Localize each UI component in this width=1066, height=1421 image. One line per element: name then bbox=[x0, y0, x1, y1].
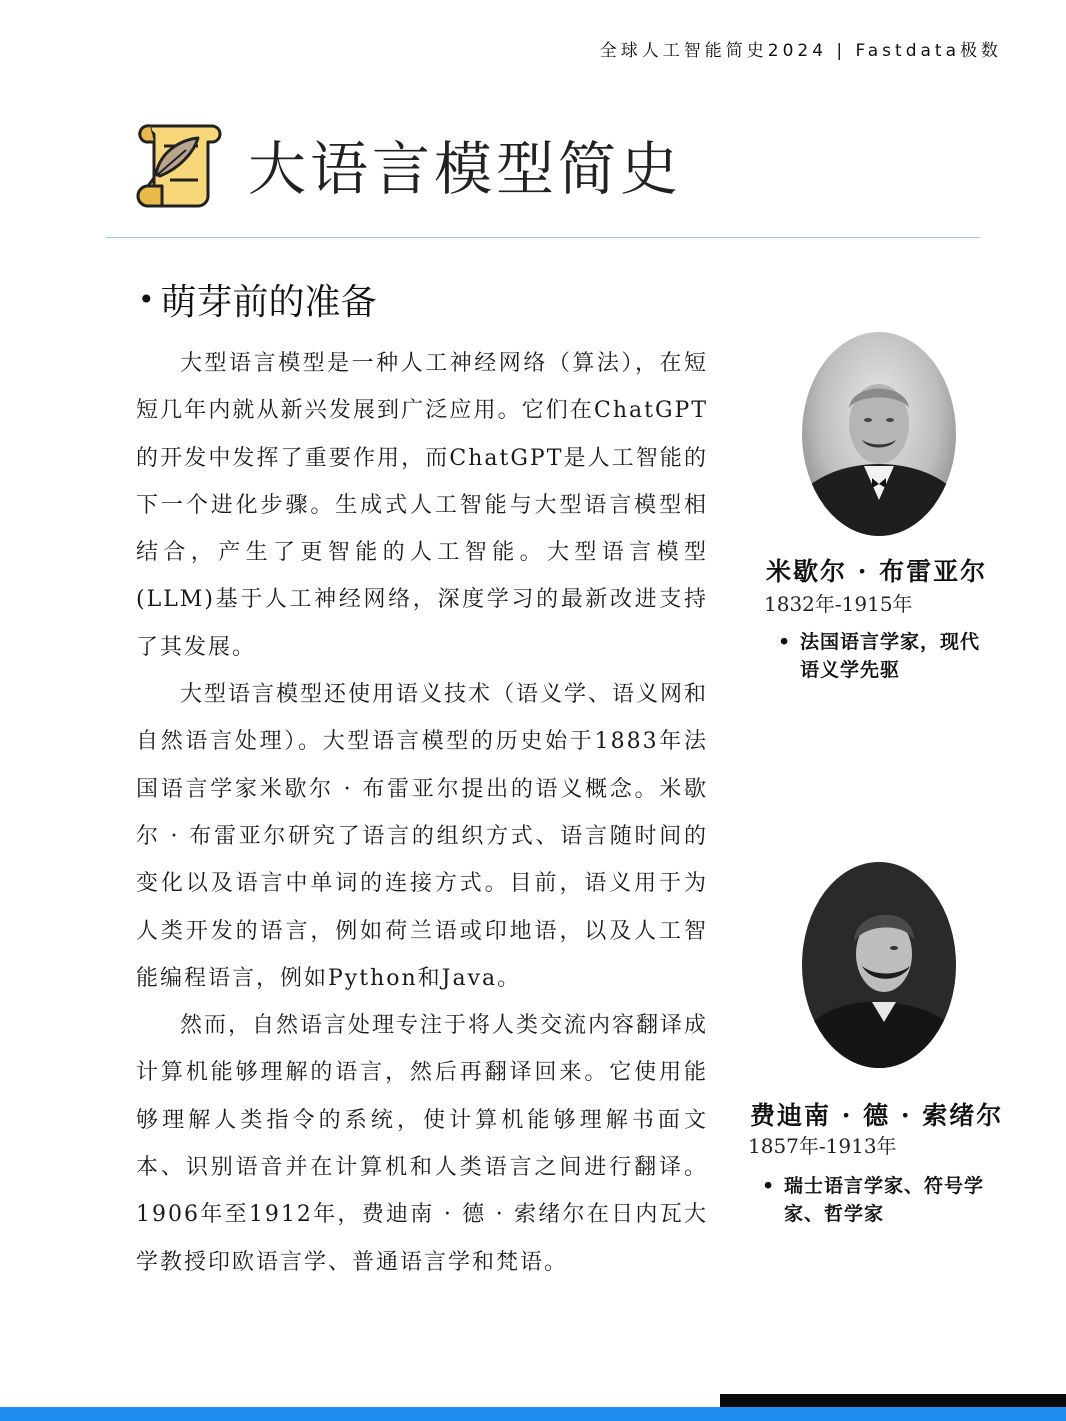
section-heading-text: 萌芽前的准备 bbox=[160, 282, 377, 323]
section-heading bbox=[138, 274, 377, 325]
person-name: 费迪南 · 德 · 索绪尔 bbox=[750, 1101, 1004, 1130]
portrait-image bbox=[802, 862, 956, 1068]
body-text bbox=[136, 340, 708, 1286]
person-description bbox=[762, 1172, 1002, 1228]
person-description-item: • 法国语言学家，现代语义学先驱 bbox=[778, 628, 998, 684]
person-description bbox=[778, 628, 998, 684]
person-years: 1832年-1915年 bbox=[764, 592, 913, 616]
footer-black-bar bbox=[720, 1394, 1066, 1407]
scroll-quill-icon bbox=[136, 116, 224, 212]
page-title: 大语言模型简史 bbox=[248, 135, 683, 203]
person-name: 米歇尔 · 布雷亚尔 bbox=[766, 557, 988, 586]
portrait-image bbox=[802, 332, 956, 536]
section-bullet: • bbox=[138, 283, 155, 316]
paragraph: 大型语言模型还使用语义技术（语义学、语义网和自然语言处理）。大型语言模型的历史始于1883年法国语言学家米歇尔 · 布雷亚尔提出的语义概念。米歇尔 · 布雷亚尔研究了语言的组织方式、语言随时间的变化以及语言中单词的连接方式。目前，语义用于为人类开发的语言，例如荷兰语或印地语，以及人工智能编程语言，例如Python和Java。 bbox=[136, 682, 709, 991]
title-divider bbox=[106, 237, 980, 238]
paragraph: 大型语言模型是一种人工神经网络（算法），在短短几年内就从新兴发展到广泛应用。它们在ChatGPT的开发中发挥了重要作用，而ChatGPT是人工智能的下一个进化步骤。生成式人工智能与大型语言模型相结合，产生了更智能的人工智能。大型语言模型(LLM)基于人工神经网络，深度学习的最新改进支持了其发展。 bbox=[136, 351, 708, 660]
person-description-item: • 瑞士语言学家、符号学家、哲学家 bbox=[762, 1172, 1002, 1228]
footer-blue-bar bbox=[0, 1407, 1066, 1421]
title-row bbox=[136, 112, 682, 216]
paragraph: 然而，自然语言处理专注于将人类交流内容翻译成计算机能够理解的语言，然后再翻译回来。它使用能够理解人类指令的系统，使计算机能够理解书面文本、识别语音并在计算机和人类语言之间进行翻译。1906年至1912年，费迪南 · 德 · 索绪尔在日内瓦大学教授印欧语言学、普通语言学和梵语。 bbox=[136, 1013, 709, 1275]
header-brand: 全球人工智能简史2024 | Fastdata极数 bbox=[599, 41, 1002, 61]
person-years: 1857年-1913年 bbox=[748, 1134, 897, 1158]
